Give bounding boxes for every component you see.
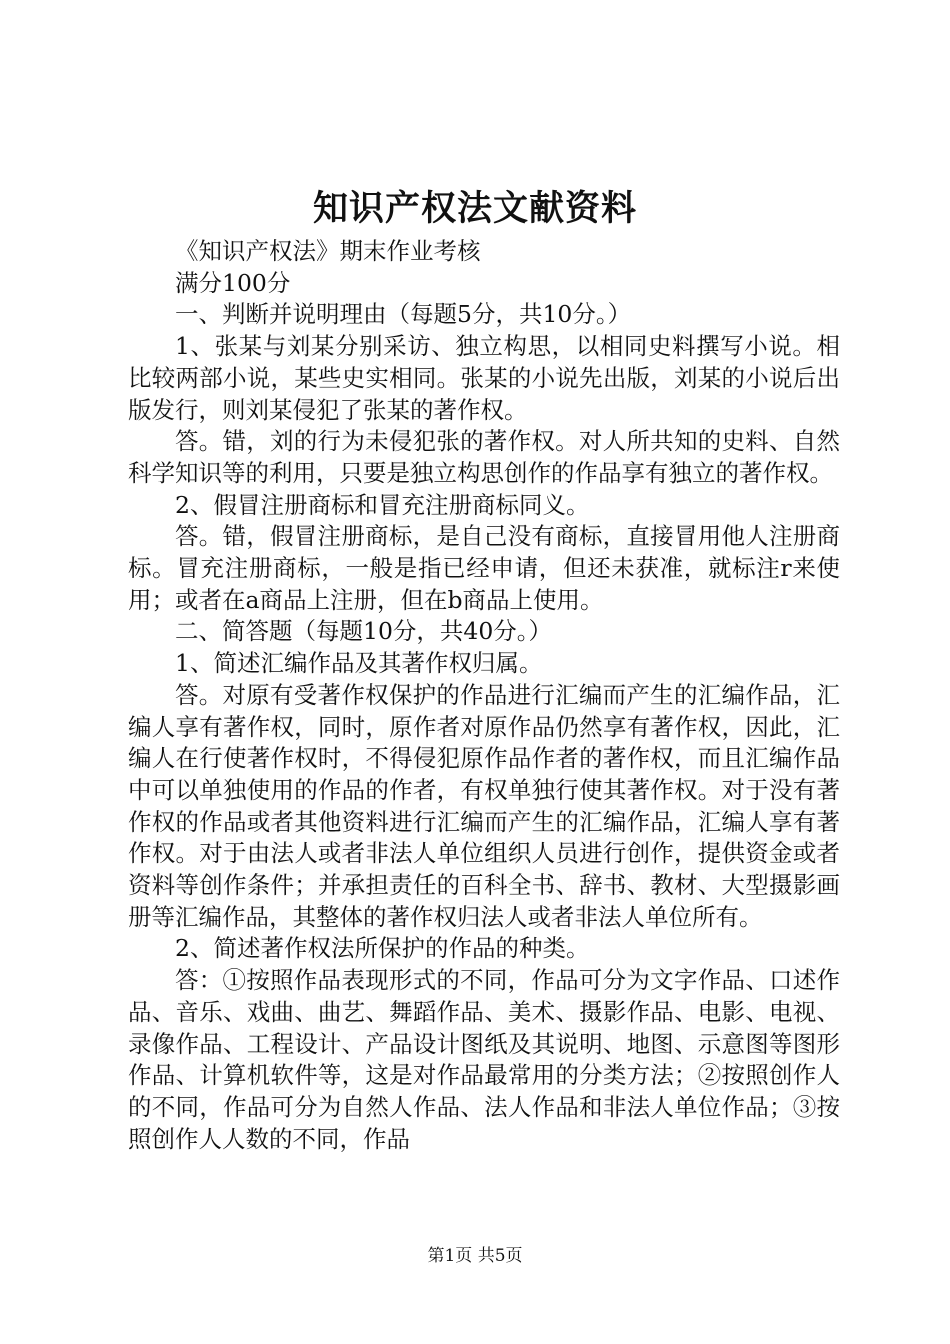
paragraph-full-score: 满分100分 bbox=[175, 268, 291, 297]
section-heading-judgment: 一、判断并说明理由（每题5分，共10分。） bbox=[175, 300, 632, 329]
question-2-2: 2、简述著作权法所保护的作品的种类。 bbox=[175, 934, 590, 963]
answer-1-1: 答。错，刘的行为未侵犯张的著作权。对人所共知的史料、自然科学知识等的利用，只要是独立构思创作的作品享有独立的著作权。 bbox=[128, 427, 840, 487]
answer-2-2: 答：①按照作品表现形式的不同，作品可分为文字作品、口述作品、音乐、戏曲、曲艺、舞蹈作品、美术、摄影作品、电影、电视、录像作品、工程设计、产品设计图纸及其说明、地图、示意图等图形作品、计算机软件等，这是对作品最常用的分类方法；②按照创作人的不同，作品可分为自然人作品、法人作品和非法人单位作品；③按照创作人人数的不同，作品 bbox=[128, 966, 840, 1153]
question-1-2: 2、假冒注册商标和冒充注册商标同义。 bbox=[175, 490, 590, 519]
paragraph-assignment-heading: 《知识产权法》期末作业考核 bbox=[175, 237, 481, 265]
answer-1-2: 答。错，假冒注册商标，是自己没有商标，直接冒用他人注册商标。冒充注册商标，一般是指已经申请，但还未获准，就标注r来使用；或者在a商品上注册，但在b商品上使用。 bbox=[128, 522, 840, 614]
section-heading-short-answer: 二、简答题（每题10分，共40分。） bbox=[175, 617, 553, 646]
document-title: 知识产权法文献资料 bbox=[312, 188, 637, 229]
document-body bbox=[128, 236, 840, 1155]
page-footer: 第1页 共5页 bbox=[427, 1246, 523, 1266]
question-2-1: 1、简述汇编作品及其著作权归属。 bbox=[175, 649, 543, 678]
question-1-1: 1、张某与刘某分别采访、独立构思，以相同史料撰写小说。相比较两部小说，某些史实相同。张某的小说先出版，刘某的小说后出版发行，则刘某侵犯了张某的著作权。 bbox=[128, 332, 840, 424]
answer-2-1: 答。对原有受著作权保护的作品进行汇编而产生的汇编作品，汇编人享有著作权，同时，原作者对原作品仍然享有著作权，因此，汇编人在行使著作权时，不得侵犯原作品作者的著作权，而且汇编作品中可以单独使用的作品的作者，有权单独行使其著作权。对于没有著作权的作品或者其他资料进行汇编而产生的汇编作品，汇编人享有著作权。对于由法人或者非法人单位组织人员进行创作，提供资金或者资料等创作条件；并承担责任的百科全书、辞书、教材、大型摄影画册等汇编作品，其整体的著作权归法人或者非法人单位所有。 bbox=[128, 680, 840, 931]
